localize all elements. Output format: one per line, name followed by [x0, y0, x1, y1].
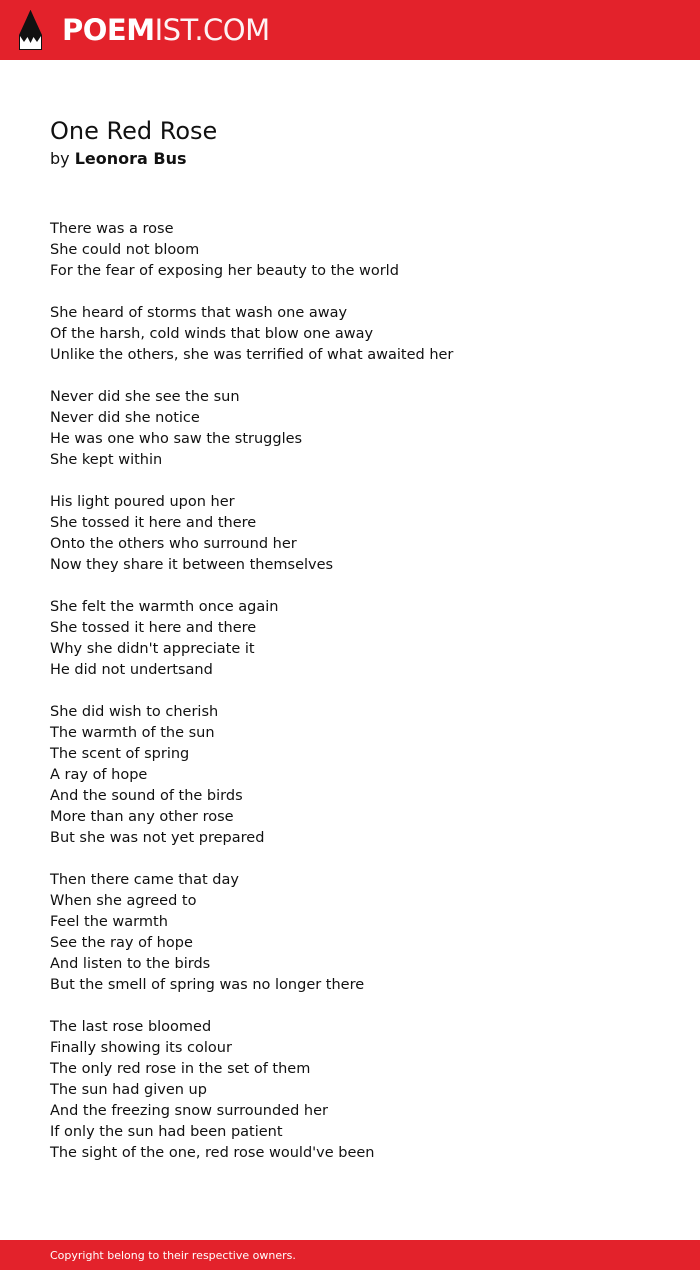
- poem-line: Onto the others who surround her: [50, 536, 297, 552]
- poem-line: She heard of storms that wash one away: [50, 305, 348, 321]
- poem-stanza: [50, 219, 650, 282]
- site-footer: [0, 1240, 700, 1270]
- poem-line: Then there came that day: [50, 872, 239, 888]
- poem-line: Why she didn't appreciate it: [50, 641, 255, 657]
- poem-line: More than any other rose: [50, 809, 234, 825]
- by-label: by: [50, 149, 70, 168]
- poem-stanza: [50, 597, 650, 681]
- poem-line: A ray of hope: [50, 767, 148, 783]
- poem-line: Now they share it between themselves: [50, 557, 334, 573]
- logo-bold-text: POEM: [62, 13, 155, 47]
- poem-line: Unlike the others, she was terrified of what awaited her: [50, 347, 454, 363]
- poem-line: And the freezing snow surrounded her: [50, 1103, 328, 1119]
- poem-line: If only the sun had been patient: [50, 1124, 283, 1140]
- poem-line: But the smell of spring was no longer there: [50, 977, 365, 993]
- poem-line: The last rose bloomed: [50, 1019, 212, 1035]
- poem-stanza: [50, 387, 650, 471]
- poem-line: She kept within: [50, 452, 163, 468]
- poem-stanza: [50, 870, 650, 996]
- logo-light-text: IST.COM: [154, 13, 270, 47]
- poem-line: Feel the warmth: [50, 914, 168, 930]
- poem-line: Of the harsh, cold winds that blow one away: [50, 326, 374, 342]
- poem-line: She tossed it here and there: [50, 620, 257, 636]
- poem-line: Finally showing its colour: [50, 1040, 232, 1056]
- poem-line: She tossed it here and there: [50, 515, 257, 531]
- poem-line: When she agreed to: [50, 893, 197, 909]
- poem-title: One Red Rose: [50, 117, 218, 145]
- site-logo[interactable]: [62, 13, 270, 47]
- poem-stanza: [50, 492, 650, 576]
- poem-line: For the fear of exposing her beauty to the world: [50, 263, 399, 279]
- pencil-tip-icon[interactable]: [18, 9, 43, 51]
- poem-line: And listen to the birds: [50, 956, 211, 972]
- poem-line: The sight of the one, red rose would've been: [50, 1145, 375, 1161]
- poem-line: See the ray of hope: [50, 935, 193, 951]
- poem-line: Never did she see the sun: [50, 389, 240, 405]
- poem-line: But she was not yet prepared: [50, 830, 265, 846]
- poem-line: The sun had given up: [50, 1082, 207, 1098]
- site-header: [0, 0, 700, 60]
- poem-line: He was one who saw the struggles: [50, 431, 303, 447]
- poem-stanza: [50, 702, 650, 849]
- poem-stanza: [50, 303, 650, 366]
- poem-line: She did wish to cherish: [50, 704, 219, 720]
- author-name: Leonora Bus: [74, 149, 187, 168]
- byline: [50, 148, 187, 170]
- poem-line: The warmth of the sun: [50, 725, 215, 741]
- poem-stanza: [50, 1017, 650, 1164]
- poem-line: And the sound of the birds: [50, 788, 243, 804]
- poem-line: Never did she notice: [50, 410, 200, 426]
- poem-line: His light poured upon her: [50, 494, 235, 510]
- poem-line: The scent of spring: [50, 746, 190, 762]
- poem-line: There was a rose: [50, 221, 174, 237]
- poem-line: She felt the warmth once again: [50, 599, 279, 615]
- copyright-text: Copyright belong to their respective owners.: [50, 1249, 296, 1262]
- poem-line: She could not bloom: [50, 242, 200, 258]
- poem-line: The only red rose in the set of them: [50, 1061, 311, 1077]
- poem-line: He did not undertsand: [50, 662, 213, 678]
- poem-body: [50, 219, 650, 1185]
